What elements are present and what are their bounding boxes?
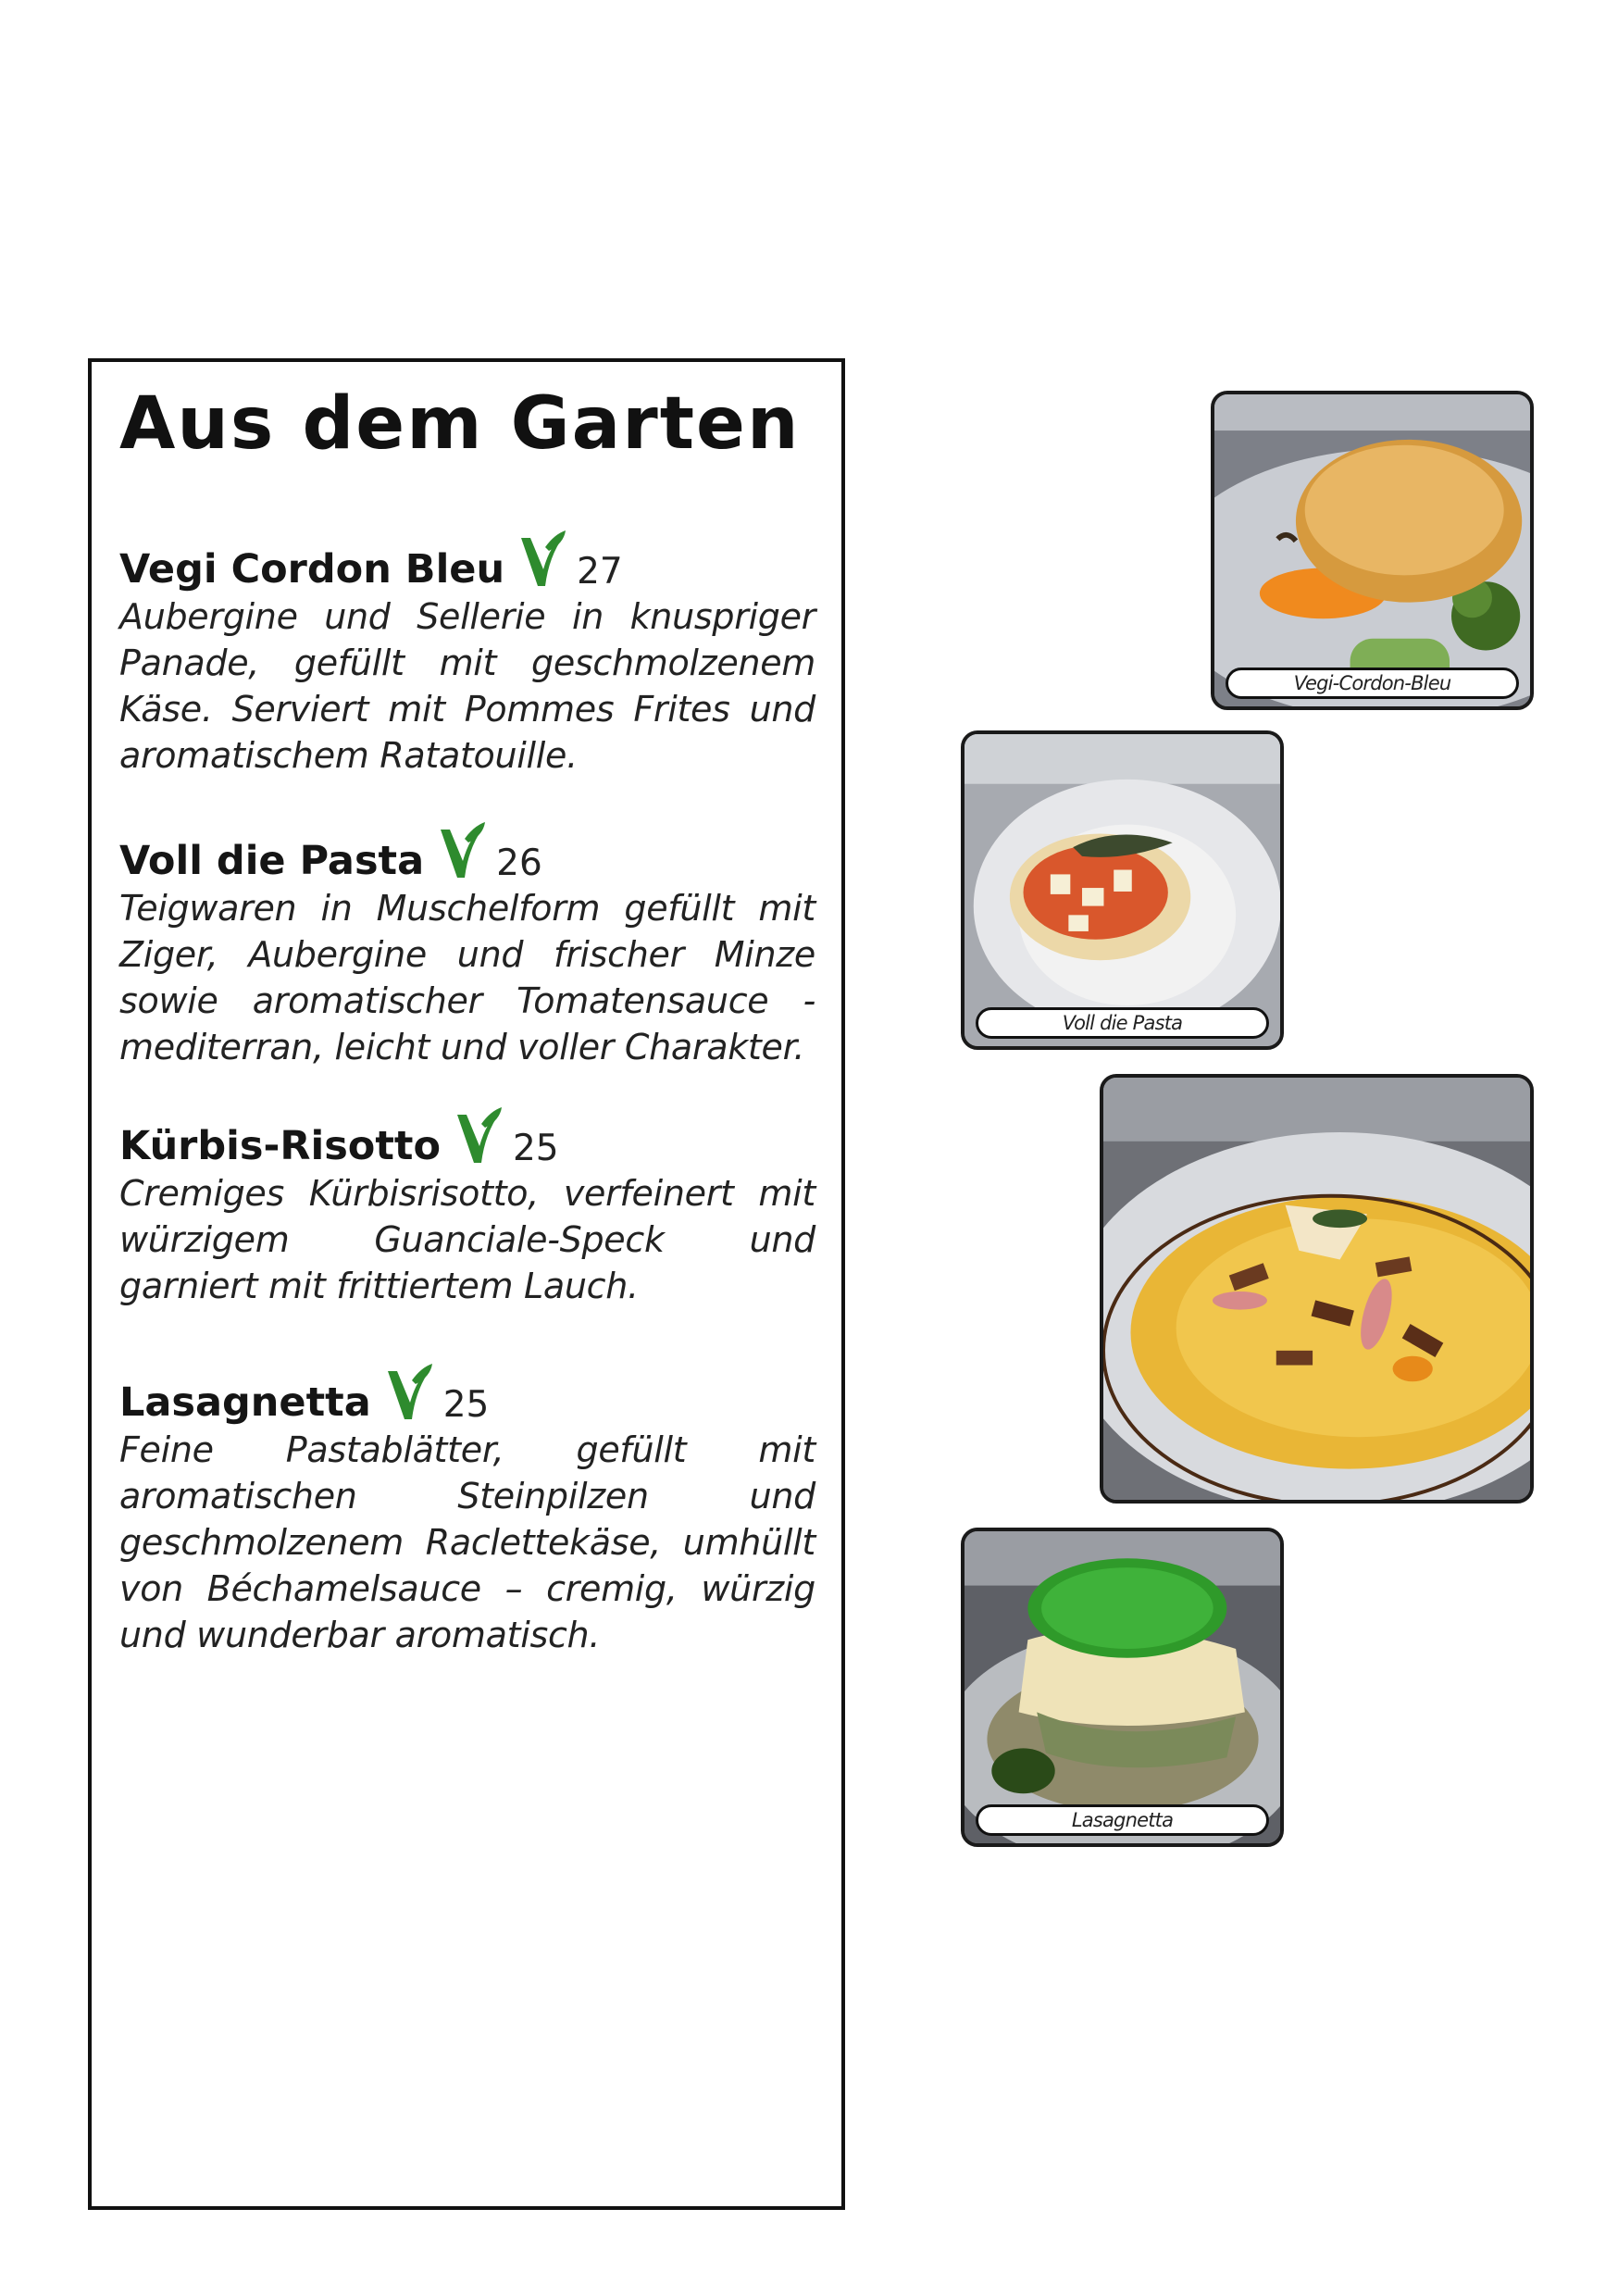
dish-description: Cremiges Kürbisrisotto, verfeinert mit würzigem Guanciale-Speck und garniert mit frittiertem Lauch. — [119, 1173, 815, 1306]
dish-price: 25 — [512, 1128, 559, 1169]
pasta-image — [965, 734, 1280, 1046]
cordon-bleu-image — [1214, 394, 1530, 706]
dish-name: Voll die Pasta — [119, 838, 425, 884]
dish-name: Vegi Cordon Bleu — [119, 546, 505, 593]
dish-description: Aubergine und Sellerie in knuspriger Panade, gefüllt mit geschmolzenem Käse. Serviert mit Pommes Frites und aromatischem Ratatouille. — [119, 596, 815, 776]
photo-caption: Voll die Pasta — [976, 1007, 1269, 1039]
photo-voll-die-pasta — [961, 730, 1284, 1050]
photo-caption: Lasagnetta — [976, 1804, 1269, 1836]
dish-lasagnetta — [119, 1362, 815, 1658]
dish-price: 25 — [442, 1384, 490, 1426]
vegetarian-leaf-icon — [517, 529, 567, 590]
photo-lasagnetta — [961, 1528, 1284, 1847]
lasagnetta-image — [965, 1531, 1280, 1843]
dish-kuerbis-risotto — [119, 1105, 815, 1309]
photo-kuerbis-risotto — [1100, 1074, 1534, 1504]
dish-description: Teigwaren in Muschelform gefüllt mit Ziger, Aubergine und frischer Minze sowie aromatischer Tomatensauce - mediterran, leicht und voller Charakter. — [119, 888, 815, 1067]
dish-vegi-cordon-bleu — [119, 529, 815, 779]
dish-description: Feine Pastablätter, gefüllt mit aromatischen Steinpilzen und geschmolzenem Raclettekäse, umhüllt von Béchamelsauce – cremig, würzig und wunderbar aromatisch. — [119, 1429, 815, 1655]
dish-price: 26 — [496, 842, 542, 884]
dish-header — [119, 1362, 815, 1426]
menu-section — [88, 358, 845, 2210]
dish-name: Kürbis-Risotto — [119, 1123, 441, 1169]
risotto-image — [1103, 1078, 1530, 1500]
vegetarian-leaf-icon — [437, 820, 487, 881]
dish-voll-die-pasta — [119, 820, 815, 1070]
dish-header — [119, 820, 815, 884]
dish-price: 27 — [577, 551, 623, 593]
photo-vegi-cordon-bleu — [1211, 391, 1534, 710]
dish-header — [119, 529, 815, 593]
photo-caption: Vegi-Cordon-Bleu — [1226, 668, 1519, 699]
dish-header — [119, 1105, 815, 1167]
dish-name: Lasagnetta — [119, 1379, 371, 1426]
section-title: Aus dem Garten — [119, 382, 801, 466]
vegetarian-leaf-icon — [384, 1362, 434, 1423]
vegetarian-leaf-icon — [454, 1105, 504, 1167]
